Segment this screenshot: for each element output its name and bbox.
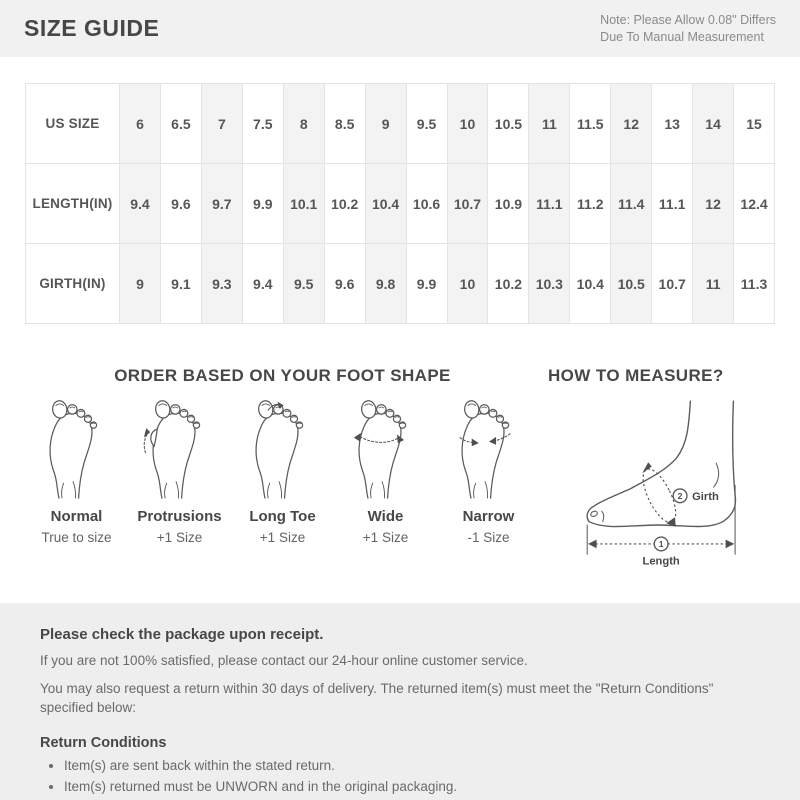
foot-shape-item-protrusions [128, 400, 231, 545]
main-content [0, 57, 800, 568]
size-cell: 10.5 [488, 84, 529, 164]
size-cell: 10.7 [652, 244, 693, 324]
header [0, 0, 800, 57]
foot-shape-name: Long Toe [249, 508, 316, 525]
return-conditions-heading: Return Conditions [40, 734, 167, 751]
size-cell: 9 [365, 84, 406, 164]
foot-shape-list [25, 400, 540, 545]
foot-shape-item-normal [25, 400, 128, 545]
footer-line-2: You may also request a return within 30 days of delivery. The returned item(s) must meet the "Return Conditions" specified below: [40, 680, 714, 715]
size-cell: 9.4 [242, 244, 283, 324]
size-cell: 14 [693, 84, 734, 164]
foot-illustration-longtoe [242, 400, 324, 502]
size-cell: 9.7 [201, 164, 242, 244]
foot-shape-advice: +1 Size [362, 530, 409, 545]
size-cell: 10.9 [488, 164, 529, 244]
page-title: SIZE GUIDE [24, 15, 160, 41]
size-cell: 10.1 [283, 164, 324, 244]
foot-shape-name: Wide [367, 508, 404, 525]
measure-section [548, 366, 776, 568]
size-cell: 11.1 [652, 164, 693, 244]
foot-shape-advice: +1 Size [156, 530, 203, 545]
size-table-row [26, 244, 775, 324]
size-cell: 11.3 [734, 244, 775, 324]
size-cell: 10.3 [529, 244, 570, 324]
foot-illustration-normal [36, 400, 118, 502]
foot-shape-name: Narrow [462, 508, 515, 525]
foot-shape-advice: +1 Size [259, 530, 306, 545]
size-cell: 11.2 [570, 164, 611, 244]
length-arrow-left [588, 540, 597, 549]
size-cell: 7 [201, 84, 242, 164]
size-cell: 11.4 [611, 164, 652, 244]
size-cell: 11 [693, 244, 734, 324]
size-table-row [26, 164, 775, 244]
footer-line-1: If you are not 100% satisfied, please contact our 24-hour online customer service. [40, 653, 528, 668]
foot-shape-advice: True to size [41, 530, 112, 545]
size-cell: 10.7 [447, 164, 488, 244]
foot-shape-item-wide [334, 400, 437, 545]
size-row-label: US SIZE [26, 84, 120, 164]
girth-number: 2 [677, 490, 683, 501]
girth-arrow-top [642, 462, 651, 473]
foot-shape-name: Protrusions [137, 508, 222, 525]
size-cell: 8 [283, 84, 324, 164]
size-cell: 10.4 [570, 244, 611, 324]
return-condition-item: • Item(s) returned must be UNWORN and in the original packaging. [64, 779, 760, 794]
size-cell: 7.5 [242, 84, 283, 164]
return-conditions-list [40, 758, 760, 794]
return-condition-item: • Item(s) are sent back within the stated return. [64, 758, 760, 773]
size-cell: 15 [734, 84, 775, 164]
size-cell: 10.4 [365, 164, 406, 244]
girth-label: Girth [692, 491, 719, 504]
size-cell: 9.5 [406, 84, 447, 164]
size-cell: 12.4 [734, 164, 775, 244]
note-line-2: Due To Manual Measurement [600, 29, 764, 44]
size-cell: 9.6 [324, 244, 365, 324]
size-cell: 9.6 [160, 164, 201, 244]
size-cell: 10.6 [406, 164, 447, 244]
size-cell: 9.5 [283, 244, 324, 324]
size-cell: 10 [447, 244, 488, 324]
size-cell: 9.9 [406, 244, 447, 324]
size-cell: 9.3 [201, 244, 242, 324]
foot-shape-name: Normal [50, 508, 103, 525]
size-cell: 11.1 [529, 164, 570, 244]
footer-heading: Please check the package upon receipt. [40, 626, 324, 643]
length-number: 1 [658, 539, 664, 550]
size-cell: 11.5 [570, 84, 611, 164]
length-arrow-right [726, 540, 735, 549]
size-cell: 9.9 [242, 164, 283, 244]
size-cell: 9.1 [160, 244, 201, 324]
size-cell: 10 [447, 84, 488, 164]
size-cell: 12 [693, 164, 734, 244]
size-table [25, 83, 775, 324]
foot-illustration-wide [345, 400, 427, 502]
size-cell: 10.2 [488, 244, 529, 324]
size-cell: 8.5 [324, 84, 365, 164]
size-cell: 10.5 [611, 244, 652, 324]
foot-shape-title: ORDER BASED ON YOUR FOOT SHAPE [114, 366, 451, 385]
middle-sections [25, 366, 775, 568]
size-cell: 6.5 [160, 84, 201, 164]
size-cell: 9 [120, 244, 161, 324]
size-cell: 12 [611, 84, 652, 164]
size-table-body [26, 84, 775, 324]
size-table-row [26, 84, 775, 164]
size-cell: 11 [529, 84, 570, 164]
size-cell: 6 [120, 84, 161, 164]
length-label: Length [642, 555, 680, 568]
foot-shape-section [25, 366, 540, 568]
measure-diagram-illustration [548, 396, 776, 568]
size-cell: 9.8 [365, 244, 406, 324]
size-row-label: GIRTH(IN) [26, 244, 120, 324]
foot-shape-advice: -1 Size [467, 530, 510, 545]
size-cell: 10.2 [324, 164, 365, 244]
footer-notice [0, 603, 800, 800]
foot-shape-item-longtoe [231, 400, 334, 545]
note-line-1: Note: Please Allow 0.08" Differs [600, 12, 776, 27]
measurement-note [600, 12, 776, 46]
size-cell: 13 [652, 84, 693, 164]
size-cell: 9.4 [120, 164, 161, 244]
measure-title: HOW TO MEASURE? [548, 366, 724, 385]
foot-illustration-narrow [448, 400, 530, 502]
foot-illustration-protrusions [139, 400, 221, 502]
foot-shape-item-narrow [437, 400, 540, 545]
size-row-label: LENGTH(IN) [26, 164, 120, 244]
